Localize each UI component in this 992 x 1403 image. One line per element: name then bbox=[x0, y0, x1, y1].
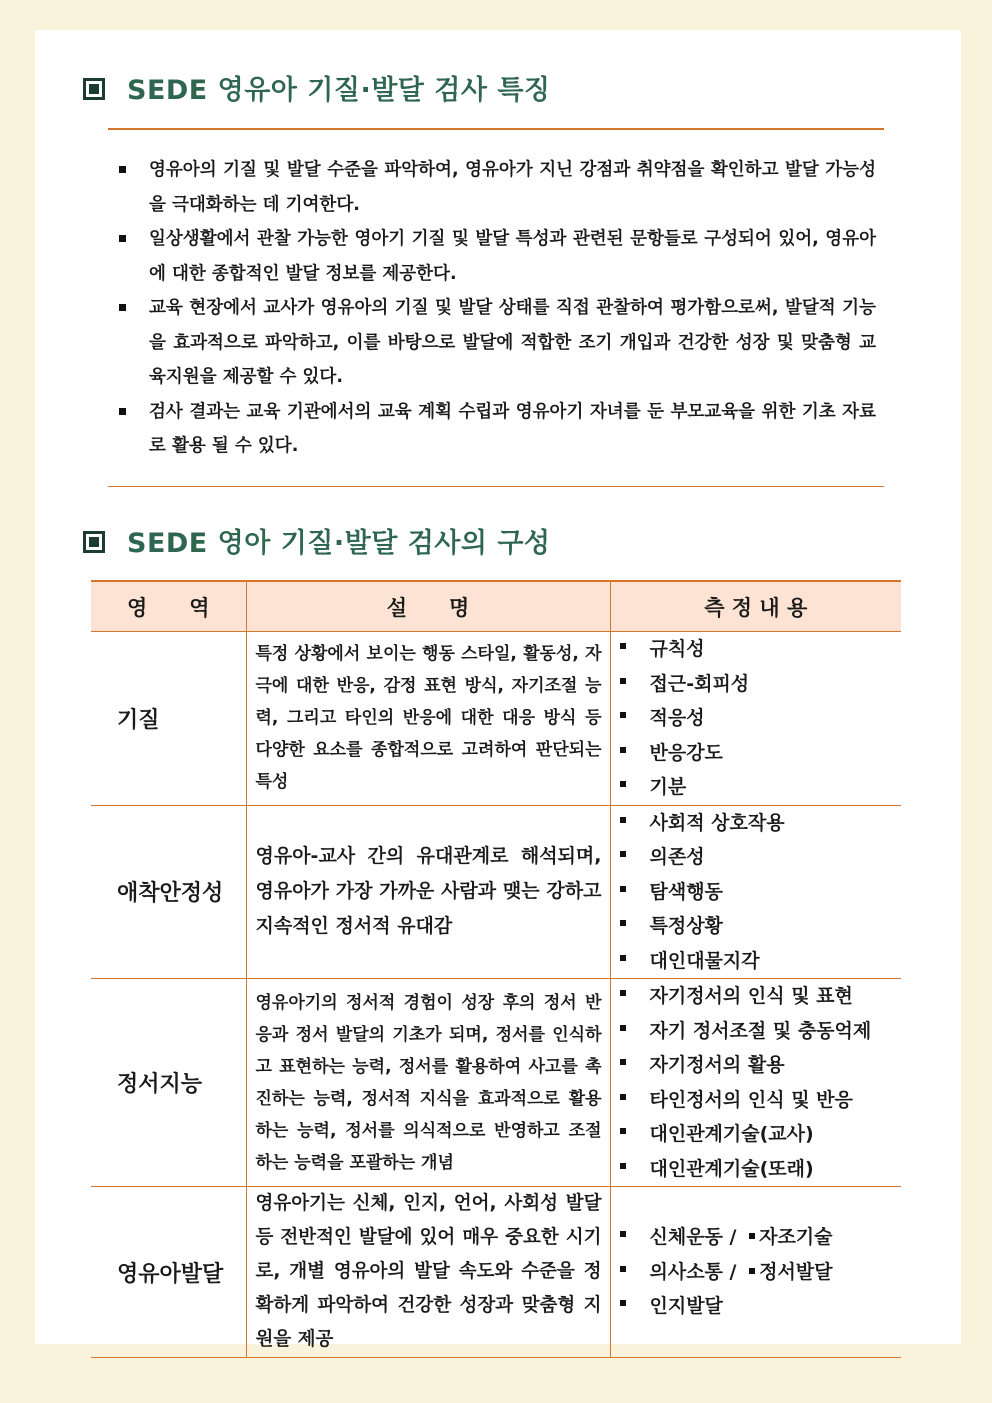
bullet-icon bbox=[620, 643, 626, 649]
measure-item: 접근-회피성 bbox=[620, 667, 902, 702]
bullet-icon bbox=[620, 990, 626, 996]
measure-list bbox=[611, 979, 902, 1186]
measure-item: 타인정서의 인식 및 반응 bbox=[620, 1083, 902, 1118]
bullet-icon bbox=[620, 1266, 626, 1272]
bullet-icon bbox=[620, 781, 626, 787]
bullet-icon bbox=[620, 1128, 626, 1134]
section-title-features bbox=[83, 68, 551, 107]
desc-text: 영유아기의 정서적 경험이 성장 후의 정서 반응과 정서 발달의 기초가 되며, 정서를 인식하고 표현하는 능력, 정서를 활용하여 사고를 촉진하는 능력, 정서적 지식을 효과적으로 활용하는 능력, 정서를 의식적으로 반영하고 조절하는 능력을 포괄하는 개념 bbox=[255, 992, 602, 1173]
section-title-text: SEDE 영아 기질·발달 검사의 구성 bbox=[127, 528, 551, 559]
measure-item: 대인관계기술(교사) bbox=[620, 1117, 902, 1152]
measure-cell bbox=[610, 1187, 901, 1358]
table-row bbox=[91, 1187, 901, 1358]
bullet-icon bbox=[620, 1300, 626, 1306]
measure-item: 자기정서의 인식 및 표현 bbox=[620, 979, 902, 1014]
area-cell: 애착안정성 bbox=[91, 805, 246, 979]
header-desc: 설 명 bbox=[246, 581, 610, 632]
divider bbox=[108, 128, 884, 130]
bullet-icon bbox=[620, 920, 626, 926]
bullet-icon bbox=[620, 851, 626, 857]
bullet-icon bbox=[749, 1268, 755, 1274]
bullet-icon bbox=[620, 1059, 626, 1065]
area-cell: 영유아발달 bbox=[91, 1187, 246, 1358]
measure-item: 적응성 bbox=[620, 701, 902, 736]
measure-item: 신체운동 / 자조기술 bbox=[620, 1220, 902, 1255]
measure-item: 의사소통 / 정서발달 bbox=[620, 1255, 902, 1290]
feature-item: 교육 현장에서 교사가 영유아의 기질 및 발달 상태를 직접 관찰하여 평가함으로써, 발달적 기능을 효과적으로 파악하고, 이를 바탕으로 발달에 적합한 조기 개입과 건강한 성장 및 맞춤형 교육지원을 제공할 수 있다. bbox=[113, 291, 876, 395]
page bbox=[35, 30, 961, 1350]
table-header-row bbox=[91, 581, 901, 632]
measure-list bbox=[611, 806, 902, 979]
section-title-text: SEDE 영유아 기질·발달 검사 특징 bbox=[127, 75, 551, 106]
measure-item: 자기정서의 활용 bbox=[620, 1048, 902, 1083]
measure-item: 반응강도 bbox=[620, 736, 902, 771]
desc-cell bbox=[246, 979, 610, 1187]
square-bullet-icon bbox=[83, 531, 105, 553]
composition-table bbox=[91, 580, 901, 1358]
measure-item: 탐색행동 bbox=[620, 875, 902, 910]
bullet-icon bbox=[119, 235, 126, 242]
desc-text: 특정 상황에서 보이는 행동 스타일, 활동성, 자극에 대한 반응, 감정 표현 방식, 자기조절 능력, 그리고 타인의 반응에 대한 대응 방식 등 다양한 요소를 종합적으로 고려하여 판단되는 특성 bbox=[255, 644, 602, 793]
measure-item: 기분 bbox=[620, 770, 902, 805]
area-cell: 정서지능 bbox=[91, 979, 246, 1187]
measure-item: 의존성 bbox=[620, 840, 902, 875]
bullet-icon bbox=[620, 712, 626, 718]
divider bbox=[108, 486, 884, 487]
measure-item: 자기 정서조절 및 충동억제 bbox=[620, 1014, 902, 1049]
measure-item: 인지발달 bbox=[620, 1289, 902, 1324]
measure-list bbox=[611, 632, 902, 805]
measure-item: 규칙성 bbox=[620, 632, 902, 667]
feature-item: 영유아의 기질 및 발달 수준을 파악하여, 영유아가 지닌 강점과 취약점을 확인하고 발달 가능성을 극대화하는 데 기여한다. bbox=[113, 153, 876, 222]
measure-item: 사회적 상호작용 bbox=[620, 806, 902, 841]
desc-text: 영유아-교사 간의 유대관계로 해석되며, 영유아가 가장 가까운 사람과 맺는 강하고 지속적인 정서적 유대감 bbox=[255, 845, 602, 938]
square-bullet-icon bbox=[83, 78, 105, 100]
bullet-icon bbox=[620, 955, 626, 961]
feature-list bbox=[113, 153, 876, 464]
section-title-composition bbox=[83, 521, 551, 560]
measure-list bbox=[611, 1220, 902, 1324]
desc-cell bbox=[246, 805, 610, 979]
bullet-icon bbox=[620, 886, 626, 892]
feature-item: 일상생활에서 관찰 가능한 영아기 기질 및 발달 특성과 관련된 문항들로 구성되어 있어, 영유아에 대한 종합적인 발달 정보를 제공한다. bbox=[113, 222, 876, 291]
bullet-icon bbox=[620, 747, 626, 753]
bullet-icon bbox=[620, 1163, 626, 1169]
bullet-icon bbox=[620, 1025, 626, 1031]
bullet-icon bbox=[620, 1231, 626, 1237]
bullet-icon bbox=[620, 1094, 626, 1100]
bullet-icon bbox=[749, 1233, 755, 1239]
measure-item: 대인관계기술(또래) bbox=[620, 1152, 902, 1187]
table-row bbox=[91, 632, 901, 806]
measure-cell bbox=[610, 632, 901, 806]
table-row bbox=[91, 805, 901, 979]
header-measure: 측 정 내 용 bbox=[610, 581, 901, 632]
header-area: 영 역 bbox=[91, 581, 246, 632]
desc-cell bbox=[246, 632, 610, 806]
measure-item: 대인대물지각 bbox=[620, 944, 902, 979]
area-cell: 기질 bbox=[91, 632, 246, 806]
bullet-icon bbox=[119, 408, 126, 415]
bullet-icon bbox=[620, 678, 626, 684]
feature-item: 검사 결과는 교육 기관에서의 교육 계획 수립과 영유아기 자녀를 둔 부모교육을 위한 기초 자료로 활용 될 수 있다. bbox=[113, 395, 876, 464]
measure-cell bbox=[610, 979, 901, 1187]
bullet-icon bbox=[620, 817, 626, 823]
desc-cell bbox=[246, 1187, 610, 1358]
measure-cell bbox=[610, 805, 901, 979]
desc-text: 영유아기는 신체, 인지, 언어, 사회성 발달 등 전반적인 발달에 있어 매우 중요한 시기로, 개별 영유아의 발달 속도와 수준을 정확하게 파악하여 건강한 성장과 맞춤형 지원을 제공 bbox=[255, 1193, 602, 1350]
bullet-icon bbox=[119, 166, 126, 173]
bullet-icon bbox=[119, 304, 126, 311]
measure-item: 특정상황 bbox=[620, 909, 902, 944]
table-row bbox=[91, 979, 901, 1187]
